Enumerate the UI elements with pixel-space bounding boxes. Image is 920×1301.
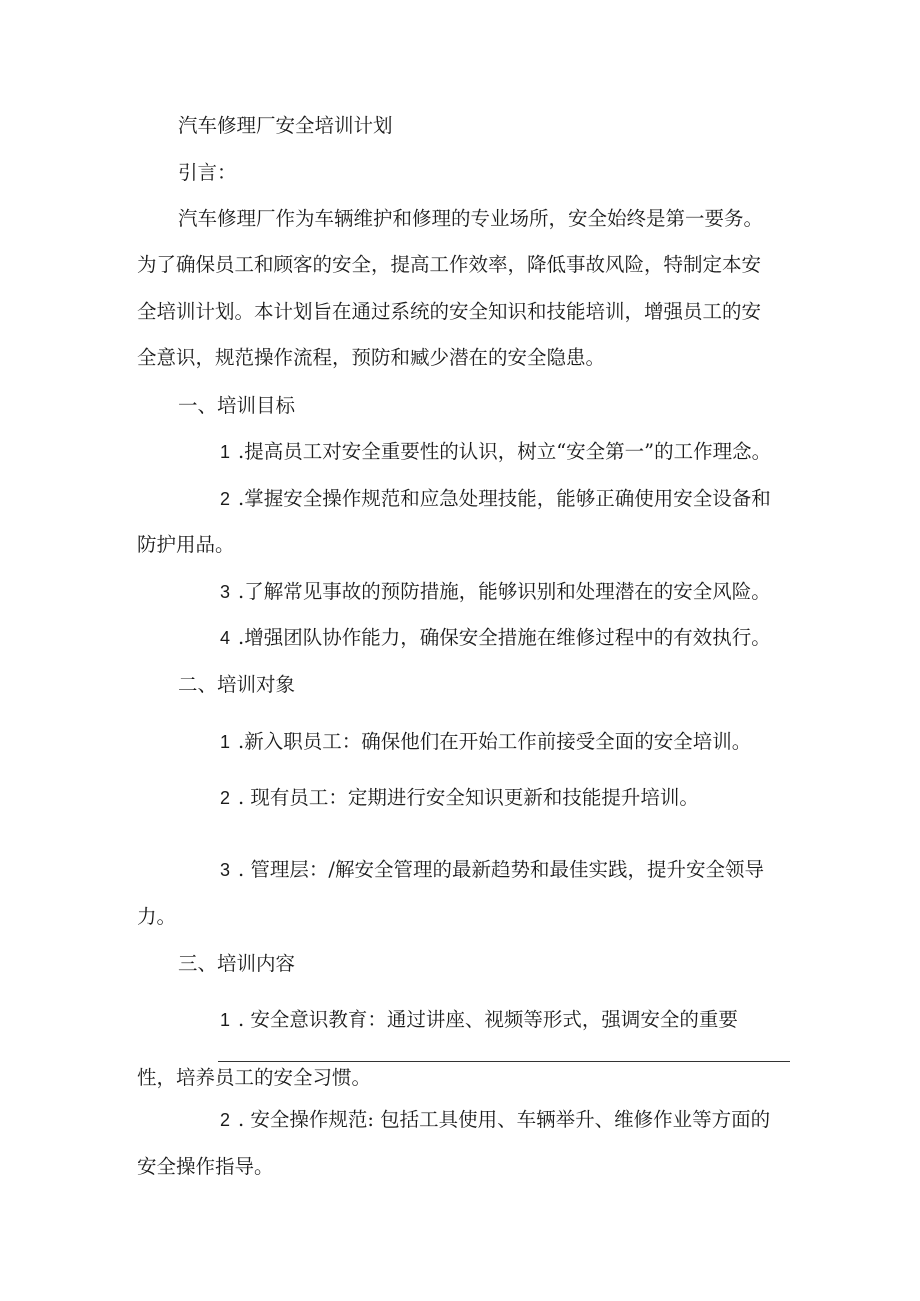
item-text: .新入职员工：确保他们在开始工作前接受全面的安全培训。	[238, 730, 752, 753]
item-text: .增强团队协作能力，确保安全措施在维修过程中的有效执行。	[238, 626, 771, 649]
item-text: . 现有员工：定期进行安全知识更新和技能提升培训。	[238, 786, 699, 809]
item-continuation: 安全操作指导。	[137, 1155, 274, 1178]
list-item	[220, 728, 751, 756]
item-continuation: 性，培养员工的安全习惯。	[137, 1066, 372, 1089]
intro-line: 全培训计划。本计划旨在通过系统的安全知识和技能培训，增强员工的安	[137, 300, 762, 323]
item-number: 2	[220, 489, 231, 509]
item-number: 1	[220, 442, 231, 462]
item-number: 1	[220, 1010, 231, 1030]
item-text: .了解常见事故的预防措施，能够识别和处理潜在的安全风险。	[238, 580, 771, 603]
list-item	[220, 438, 771, 466]
item-continuation: 防护用品。	[137, 533, 235, 556]
item-continuation: 力。	[137, 905, 177, 928]
item-number: 3	[220, 582, 231, 602]
list-item	[220, 485, 771, 513]
intro-line: 为了确保员工和顾客的安全，提高工作效率，降低事故风险，特制定本安	[137, 253, 762, 276]
list-item	[220, 578, 771, 606]
section-heading: 三、培训内容	[178, 952, 296, 975]
list-item	[220, 1106, 770, 1134]
item-number: 2	[220, 788, 231, 808]
item-text: . 管理层：/解安全管理的最新趋势和最佳实践，提升安全领导	[238, 858, 764, 881]
list-item	[220, 1006, 738, 1034]
item-text: . 安全操作规范: 包括工具使用、车辆举升、维修作业等方面的	[238, 1108, 771, 1131]
horizontal-rule	[218, 1061, 790, 1062]
list-item	[220, 784, 699, 812]
item-number: 4	[220, 628, 231, 648]
intro-line: 汽车修理厂作为车辆维护和修理的专业场所，安全始终是第一要务。	[178, 207, 764, 230]
item-text: .提高员工对安全重要性的认识，树立“安全第一”的工作理念。	[238, 440, 772, 463]
item-number: 1	[220, 732, 231, 752]
intro-line: 全意识，规范操作流程，预防和臧少潜在的安全隐患。	[137, 346, 606, 369]
document-title: 汽车修理厂安全培训计划	[178, 114, 393, 137]
section-heading: 二、培训对象	[178, 673, 296, 696]
item-number: 3	[220, 860, 231, 880]
item-text: . 安全意识教育：通过讲座、视频等形式，强调安全的重要	[238, 1008, 738, 1031]
list-item	[220, 624, 771, 652]
list-item	[220, 856, 764, 884]
item-number: 2	[220, 1110, 231, 1130]
item-text: .掌握安全操作规范和应急处理技能，能够正确使用安全设备和	[238, 487, 771, 510]
section-heading: 一、培训目标	[178, 394, 296, 417]
intro-heading: 引言：	[178, 161, 237, 184]
